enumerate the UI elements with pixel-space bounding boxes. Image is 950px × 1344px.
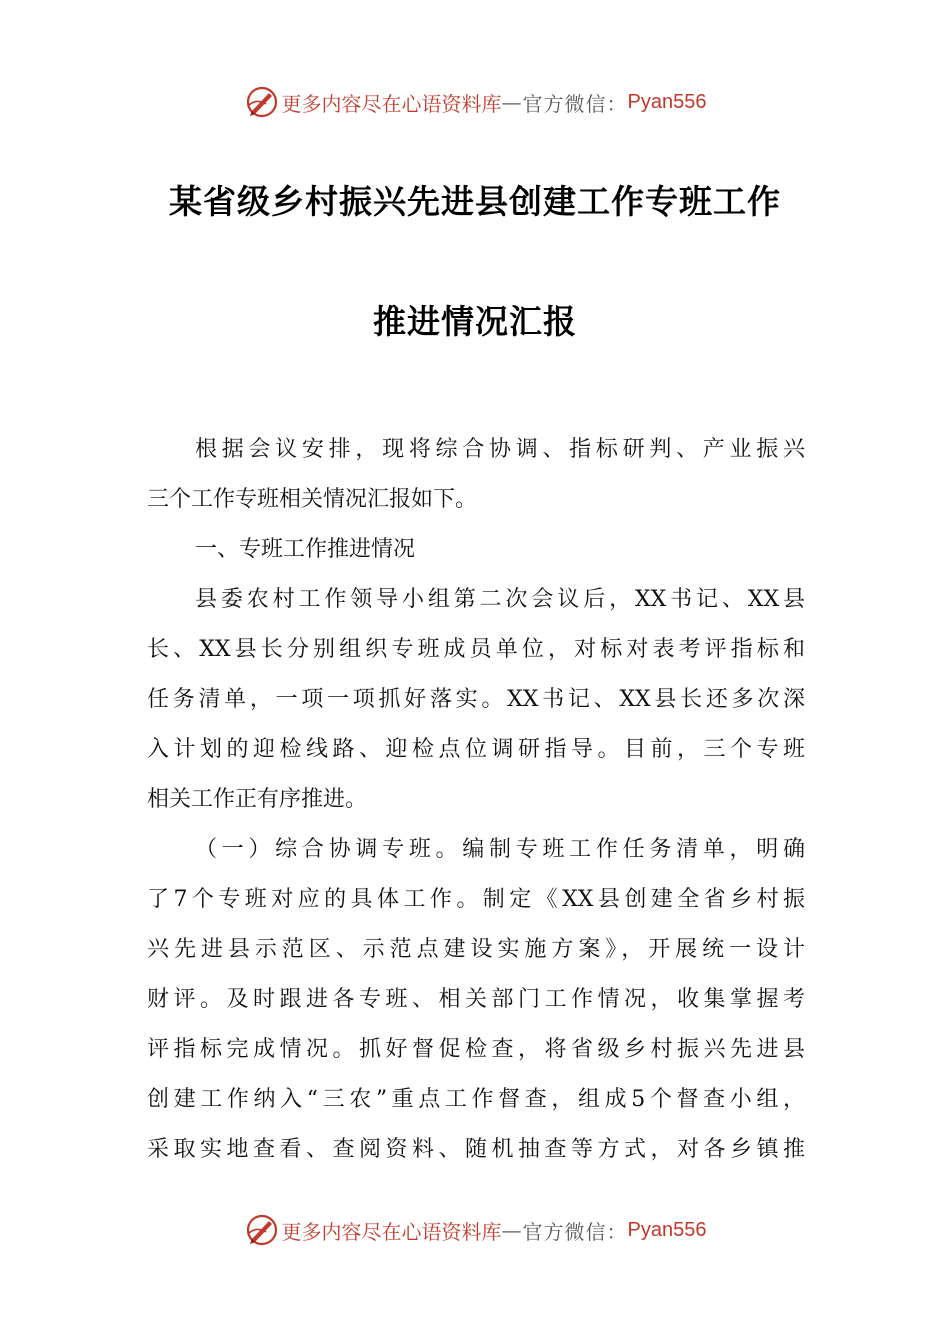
body-line: 入计划的迎检线路、迎检点位调研指导。目前，三个专班	[147, 737, 805, 762]
body-line: 县委农村工作领导小组第二次会议后，XX书记、XX县	[195, 587, 805, 612]
body-line: 了7个专班对应的具体工作。制定《XX县创建全省乡村振	[147, 887, 805, 912]
watermark-banner-top	[0, 80, 950, 124]
section-heading: 一、专班工作推进情况	[195, 537, 416, 562]
body-line: 兴先进县示范区、示范点建设实施方案》，开展统一设计	[147, 937, 805, 962]
body-line: 根据会议安排，现将综合协调、指标研判、产业振兴	[195, 437, 805, 462]
watermark-official-label: 官方微信：	[522, 1219, 628, 1244]
watermark-brand-text: 更多内容尽在心语资料库	[281, 1219, 502, 1244]
watermark-wechat-id: Pyan556	[627, 1218, 707, 1241]
body-line: 任务清单，一项一项抓好落实。XX书记、XX县长还多次深	[147, 687, 805, 712]
body-line: 相关工作正有序推进。	[147, 787, 368, 812]
body-line: 长、XX县长分别组织专班成员单位，对标对表考评指标和	[147, 637, 805, 662]
watermark-brand-text: 更多内容尽在心语资料库	[281, 91, 502, 116]
pen-logo-icon	[244, 1212, 280, 1248]
watermark-banner-bottom	[0, 1208, 950, 1252]
body-line: 评指标完成情况。抓好督促检查，将省级乡村振兴先进县	[147, 1037, 805, 1062]
body-line: 创建工作纳入“三农”重点工作督查，组成5个督查小组，	[147, 1087, 805, 1112]
body-line: 财评。及时跟进各专班、相关部门工作情况，收集掌握考	[147, 987, 805, 1012]
document-title-line-2: 推进情况汇报	[373, 302, 577, 341]
document-body	[147, 428, 805, 1178]
watermark-wechat-id: Pyan556	[627, 90, 707, 113]
body-line: （一）综合协调专班。编制专班工作任务清单，明确	[195, 837, 805, 862]
watermark-official-label: 官方微信：	[522, 91, 628, 116]
watermark-separator: —	[501, 90, 523, 114]
watermark-separator: —	[501, 1218, 523, 1242]
body-line: 采取实地查看、查阅资料、随机抽查等方式，对各乡镇推	[147, 1137, 805, 1162]
document-title-line-1: 某省级乡村振兴先进县创建工作专班工作	[169, 182, 781, 221]
pen-logo-icon	[244, 84, 280, 120]
body-line: 三个工作专班相关情况汇报如下。	[147, 487, 478, 512]
